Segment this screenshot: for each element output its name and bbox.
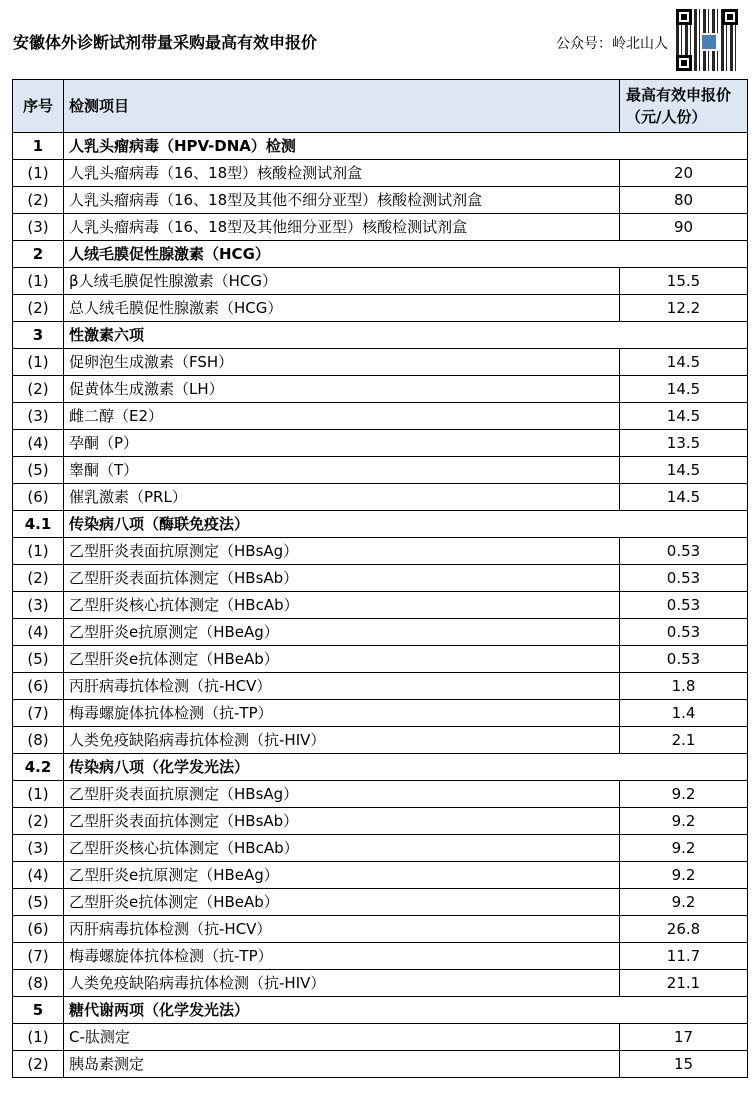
table-row xyxy=(13,1024,748,1051)
section-row xyxy=(13,997,748,1024)
row-no: (3) xyxy=(13,592,64,619)
row-price: 9.2 xyxy=(620,808,748,835)
row-no: (2) xyxy=(13,187,64,214)
table-row xyxy=(13,808,748,835)
row-item: 乙型肝炎核心抗体测定（HBcAb） xyxy=(64,592,620,619)
table-row xyxy=(13,700,748,727)
row-price: 15 xyxy=(620,1051,748,1078)
row-no: (2) xyxy=(13,1051,64,1078)
row-price: 1.8 xyxy=(620,673,748,700)
row-item: 乙型肝炎表面抗体测定（HBsAb） xyxy=(64,808,620,835)
row-item: 总人绒毛膜促性腺激素（HCG） xyxy=(64,295,620,322)
row-price: 80 xyxy=(620,187,748,214)
row-no: (2) xyxy=(13,565,64,592)
row-no: (7) xyxy=(13,700,64,727)
row-no: (3) xyxy=(13,403,64,430)
section-row xyxy=(13,133,748,160)
row-no: (8) xyxy=(13,727,64,754)
row-no: (6) xyxy=(13,673,64,700)
row-no: (1) xyxy=(13,1024,64,1051)
table-row xyxy=(13,349,748,376)
table-row xyxy=(13,295,748,322)
table-row xyxy=(13,781,748,808)
qr-finder-icon xyxy=(722,9,738,25)
row-price: 9.2 xyxy=(620,889,748,916)
column-header-price: 最高有效申报价（元/人份） xyxy=(620,80,748,133)
row-item: 人乳头瘤病毒（16、18型）核酸检测试剂盒 xyxy=(64,160,620,187)
table-row xyxy=(13,565,748,592)
table-row xyxy=(13,916,748,943)
row-price: 9.2 xyxy=(620,781,748,808)
row-item: 乙型肝炎e抗原测定（HBeAg） xyxy=(64,619,620,646)
row-price: 14.5 xyxy=(620,484,748,511)
row-no: (1) xyxy=(13,268,64,295)
row-no: (2) xyxy=(13,295,64,322)
row-price: 0.53 xyxy=(620,619,748,646)
column-header-no: 序号 xyxy=(13,80,64,133)
qr-finder-icon xyxy=(676,9,692,25)
row-no: (4) xyxy=(13,430,64,457)
row-item: 孕酮（P） xyxy=(64,430,620,457)
row-no: (7) xyxy=(13,943,64,970)
section-title: 人绒毛膜促性腺激素（HCG） xyxy=(64,241,748,268)
row-price: 13.5 xyxy=(620,430,748,457)
row-item: 乙型肝炎表面抗原测定（HBsAg） xyxy=(64,538,620,565)
row-no: (5) xyxy=(13,457,64,484)
page-header xyxy=(0,0,755,78)
row-price: 9.2 xyxy=(620,862,748,889)
row-item: 丙肝病毒抗体检测（抗-HCV） xyxy=(64,916,620,943)
row-item: 乙型肝炎e抗原测定（HBeAg） xyxy=(64,862,620,889)
row-no: (1) xyxy=(13,781,64,808)
table-row xyxy=(13,835,748,862)
row-no: (1) xyxy=(13,160,64,187)
row-item: 人乳头瘤病毒（16、18型及其他细分亚型）核酸检测试剂盒 xyxy=(64,214,620,241)
table-row xyxy=(13,484,748,511)
row-price: 0.53 xyxy=(620,565,748,592)
section-title: 传染病八项（酶联免疫法） xyxy=(64,511,748,538)
table-row xyxy=(13,970,748,997)
section-title: 性激素六项 xyxy=(64,322,748,349)
row-price: 0.53 xyxy=(620,646,748,673)
table-row xyxy=(13,160,748,187)
qr-logo-icon xyxy=(700,33,718,51)
section-no: 4.2 xyxy=(13,754,64,781)
row-no: (4) xyxy=(13,619,64,646)
row-price: 20 xyxy=(620,160,748,187)
row-item: 人乳头瘤病毒（16、18型及其他不细分亚型）核酸检测试剂盒 xyxy=(64,187,620,214)
column-header-item: 检测项目 xyxy=(64,80,620,133)
row-item: 促卵泡生成激素（FSH） xyxy=(64,349,620,376)
table-row xyxy=(13,592,748,619)
table-row xyxy=(13,673,748,700)
table-body xyxy=(13,133,748,1078)
row-no: (2) xyxy=(13,376,64,403)
section-row xyxy=(13,511,748,538)
row-price: 0.53 xyxy=(620,538,748,565)
section-title: 糖代谢两项（化学发光法） xyxy=(64,997,748,1024)
row-item: C-肽测定 xyxy=(64,1024,620,1051)
row-no: (4) xyxy=(13,862,64,889)
row-price: 17 xyxy=(620,1024,748,1051)
section-row xyxy=(13,754,748,781)
section-title: 人乳头瘤病毒（HPV-DNA）检测 xyxy=(64,133,748,160)
row-item: 乙型肝炎核心抗体测定（HBcAb） xyxy=(64,835,620,862)
section-no: 4.1 xyxy=(13,511,64,538)
row-no: (8) xyxy=(13,970,64,997)
section-row xyxy=(13,322,748,349)
row-no: (2) xyxy=(13,808,64,835)
row-price: 14.5 xyxy=(620,376,748,403)
row-price: 14.5 xyxy=(620,457,748,484)
table-row xyxy=(13,889,748,916)
section-no: 1 xyxy=(13,133,64,160)
qr-code-icon xyxy=(676,9,738,71)
row-price: 14.5 xyxy=(620,349,748,376)
row-item: 丙肝病毒抗体检测（抗-HCV） xyxy=(64,673,620,700)
price-table xyxy=(12,79,748,1078)
table-row xyxy=(13,619,748,646)
row-item: 人类免疫缺陷病毒抗体检测（抗-HIV） xyxy=(64,727,620,754)
row-item: 乙型肝炎e抗体测定（HBeAb） xyxy=(64,889,620,916)
table-row xyxy=(13,187,748,214)
row-price: 2.1 xyxy=(620,727,748,754)
row-item: β人绒毛膜促性腺激素（HCG） xyxy=(64,268,620,295)
row-price: 21.1 xyxy=(620,970,748,997)
row-no: (5) xyxy=(13,646,64,673)
table-row xyxy=(13,268,748,295)
qr-finder-icon xyxy=(676,55,692,71)
row-price: 26.8 xyxy=(620,916,748,943)
row-item: 乙型肝炎表面抗原测定（HBsAg） xyxy=(64,781,620,808)
row-item: 催乳激素（PRL） xyxy=(64,484,620,511)
row-item: 梅毒螺旋体抗体检测（抗-TP） xyxy=(64,700,620,727)
row-item: 促黄体生成激素（LH） xyxy=(64,376,620,403)
row-price: 15.5 xyxy=(620,268,748,295)
row-price: 1.4 xyxy=(620,700,748,727)
section-no: 2 xyxy=(13,241,64,268)
row-price: 9.2 xyxy=(620,835,748,862)
table-row xyxy=(13,646,748,673)
row-no: (5) xyxy=(13,889,64,916)
section-row xyxy=(13,241,748,268)
table-row xyxy=(13,214,748,241)
table-row xyxy=(13,727,748,754)
account-label: 公众号：岭北山人 xyxy=(556,36,668,52)
table-row xyxy=(13,862,748,889)
row-price: 12.2 xyxy=(620,295,748,322)
row-no: (6) xyxy=(13,916,64,943)
row-no: (3) xyxy=(13,214,64,241)
row-price: 14.5 xyxy=(620,403,748,430)
row-item: 梅毒螺旋体抗体检测（抗-TP） xyxy=(64,943,620,970)
row-no: (3) xyxy=(13,835,64,862)
section-no: 5 xyxy=(13,997,64,1024)
table-row xyxy=(13,1051,748,1078)
row-item: 胰岛素测定 xyxy=(64,1051,620,1078)
section-no: 3 xyxy=(13,322,64,349)
table-row xyxy=(13,943,748,970)
table-row xyxy=(13,376,748,403)
section-title: 传染病八项（化学发光法） xyxy=(64,754,748,781)
table-row xyxy=(13,430,748,457)
row-item: 乙型肝炎e抗体测定（HBeAb） xyxy=(64,646,620,673)
table-row xyxy=(13,403,748,430)
row-no: (6) xyxy=(13,484,64,511)
row-item: 乙型肝炎表面抗体测定（HBsAb） xyxy=(64,565,620,592)
row-item: 睾酮（T） xyxy=(64,457,620,484)
row-price: 11.7 xyxy=(620,943,748,970)
table-row xyxy=(13,457,748,484)
row-no: (1) xyxy=(13,538,64,565)
page-title: 安徽体外诊断试剂带量采购最高有效申报价 xyxy=(13,33,318,52)
table-row xyxy=(13,538,748,565)
row-price: 90 xyxy=(620,214,748,241)
row-no: (1) xyxy=(13,349,64,376)
table-header-row xyxy=(13,80,748,133)
row-item: 雌二醇（E2） xyxy=(64,403,620,430)
row-price: 0.53 xyxy=(620,592,748,619)
row-item: 人类免疫缺陷病毒抗体检测（抗-HIV） xyxy=(64,970,620,997)
